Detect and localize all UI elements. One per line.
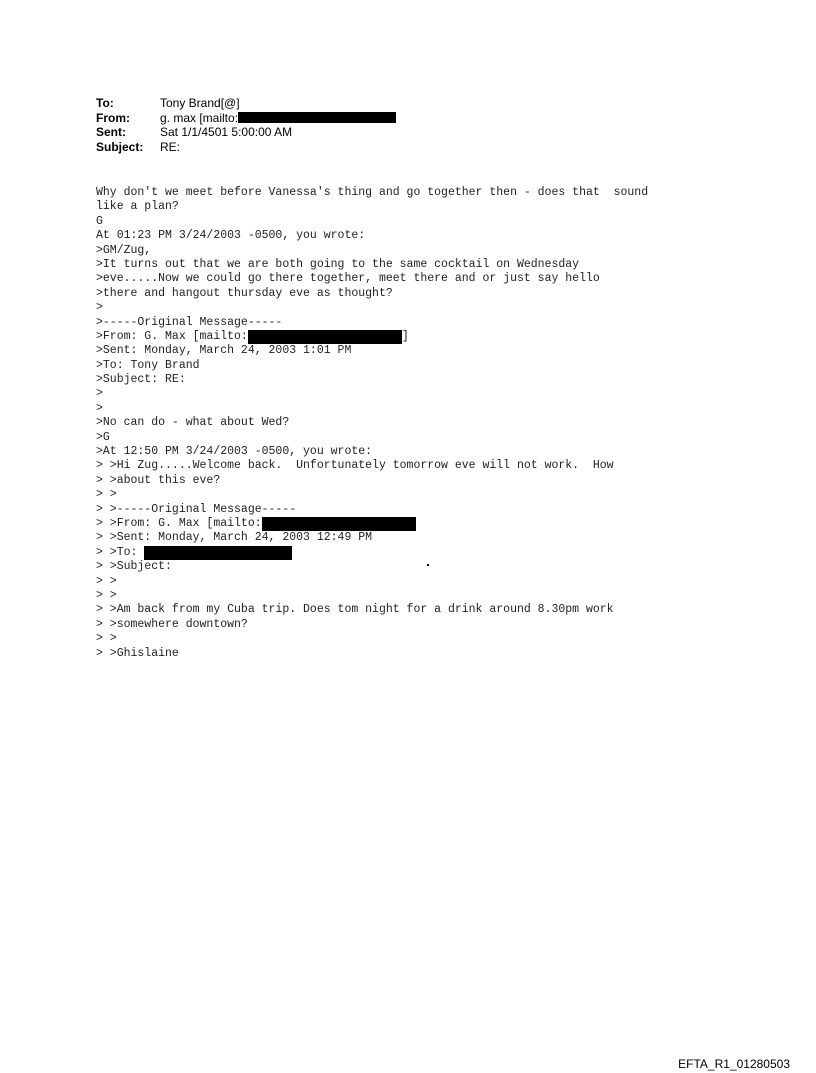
body-line: >there and hangout thursday eve as thought? xyxy=(96,286,393,300)
body-line: > xyxy=(96,401,103,415)
body-line: >Subject: RE: xyxy=(96,373,186,387)
subject-value: RE: xyxy=(160,139,181,154)
body-line: G xyxy=(96,214,103,228)
to-value: Tony Brand[@] xyxy=(160,96,240,110)
sent-row xyxy=(96,125,396,140)
document-id: EFTA_R1_01280503 xyxy=(678,1057,790,1071)
email-body xyxy=(96,186,648,661)
email-header xyxy=(96,96,396,154)
from-value: g. max [mailto: xyxy=(160,110,239,125)
body-line: >To: Tony Brand xyxy=(96,358,200,372)
body-line: >-----Original Message----- xyxy=(96,315,283,329)
body-line: >GM/Zug, xyxy=(96,243,152,257)
redaction-block xyxy=(238,112,396,123)
body-line: Why don't we meet before Vanessa's thing and go together then - does that sound xyxy=(96,186,649,199)
from-label: From: xyxy=(96,110,130,125)
body-line: > >Sent: Monday, March 24, 2003 12:49 PM xyxy=(96,531,373,545)
quoted-from-prefix: > >From: G. Max [mailto: xyxy=(96,516,262,530)
body-line: >At 12:50 PM 3/24/2003 -0500, you wrote: xyxy=(96,445,373,459)
body-line: > > xyxy=(96,488,117,502)
body-line: > >somewhere downtown? xyxy=(96,617,248,631)
body-line xyxy=(96,517,648,531)
subject-row xyxy=(96,140,396,155)
body-line: >Sent: Monday, March 24, 2003 1:01 PM xyxy=(96,344,352,358)
body-line: > >Am back from my Cuba trip. Does tom night for a drink around 8.30pm work xyxy=(96,603,614,617)
redaction-block xyxy=(144,546,292,560)
body-line: > >Subject: xyxy=(96,560,172,574)
body-line: > xyxy=(96,387,103,401)
body-line: > > xyxy=(96,632,117,646)
redaction-block xyxy=(248,330,402,344)
body-line xyxy=(96,546,648,560)
body-line: like a plan? xyxy=(96,200,179,214)
to-label: To: xyxy=(96,96,114,110)
to-row xyxy=(96,96,396,111)
from-line-suffix: ] xyxy=(401,329,409,343)
body-line: >It turns out that we are both going to the same cocktail on Wednesday xyxy=(96,257,580,271)
body-line: > >Hi Zug.....Welcome back. Unfortunately tomorrow eve will not work. How xyxy=(96,459,614,473)
body-line: > xyxy=(96,301,103,315)
subject-label: Subject: xyxy=(96,139,144,154)
sent-value: Sat 1/1/4501 5:00:00 AM xyxy=(160,125,293,139)
quoted-to-prefix: > >To: xyxy=(96,545,145,559)
body-line: > > xyxy=(96,588,117,602)
sent-label: Sent: xyxy=(96,125,126,139)
from-value-wrap xyxy=(160,111,396,126)
body-line: > >Ghislaine xyxy=(96,646,179,660)
body-line: > >-----Original Message----- xyxy=(96,502,297,516)
from-line-prefix: >From: G. Max [mailto: xyxy=(96,329,248,343)
body-line: >No can do - what about Wed? xyxy=(96,416,290,430)
from-row xyxy=(96,111,396,126)
redaction-block xyxy=(262,517,416,531)
body-line: > > xyxy=(96,574,117,588)
body-line: >eve.....Now we could go there together, meet there and or just say hello xyxy=(96,272,600,286)
body-line: >G xyxy=(96,430,110,444)
body-line: At 01:23 PM 3/24/2003 -0500, you wrote: xyxy=(96,229,366,243)
body-line xyxy=(96,330,648,344)
body-line: > >about this eve? xyxy=(96,473,221,487)
stray-dot xyxy=(427,564,429,566)
